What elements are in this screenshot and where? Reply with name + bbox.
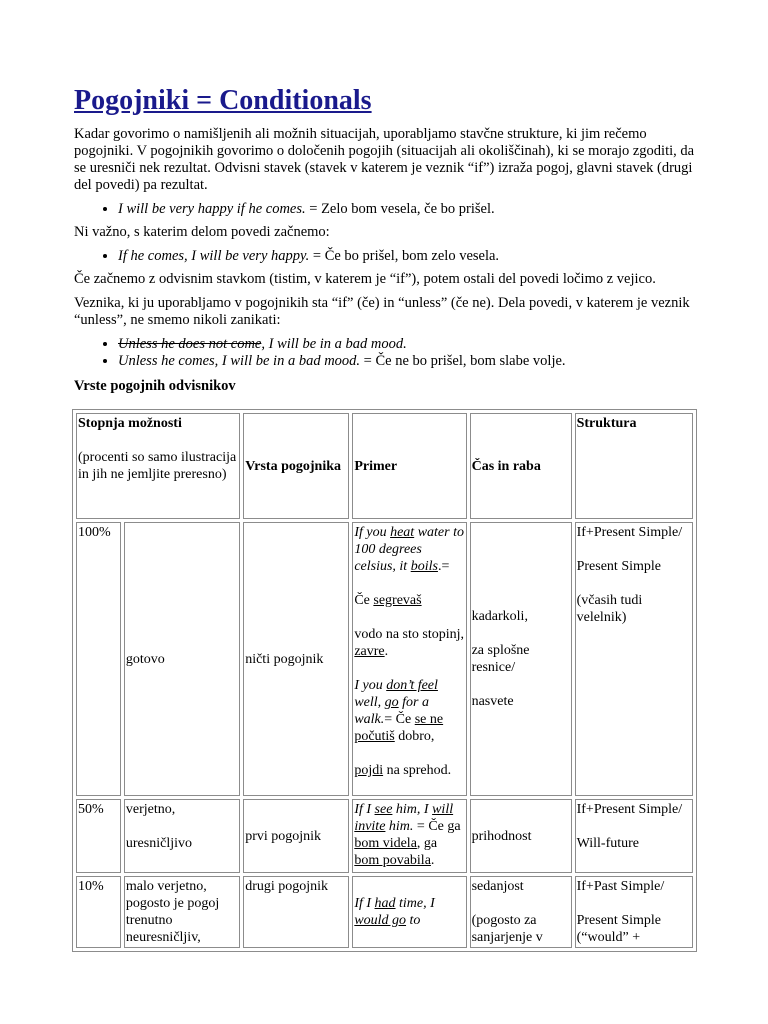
cell-tense: prihodnost [470,799,572,873]
structure-text: If+Present Simple/ [576,802,683,817]
cell-percent: 50% [76,799,121,873]
example-text: If I [354,802,375,817]
example-underlined: bom povabila [354,853,431,868]
example-text: I you [354,678,387,693]
example-text: well, [354,695,385,710]
cell-example [352,876,466,948]
example-underlined: don’t feel [386,678,438,693]
cell-type: prvi pogojnik [243,799,349,873]
cell-example [352,522,466,796]
example-list-1 [74,201,696,218]
example-underlined: heat [390,525,415,540]
tense-text: (pogosto za sanjarjenje v [471,913,543,945]
example-text: for a walk. [354,695,429,727]
example-italic: Unless he comes, I will be in a bad mood. [118,353,361,369]
structure-text: (včasih tudi velelnik) [576,593,643,625]
example-text: time, I [395,896,435,911]
cell-percent: 100% [76,522,121,796]
cell-tense [470,522,572,796]
example-underlined: see [374,802,393,817]
cell-type: ničti pogojnik [243,522,349,796]
example-text: vodo na sto stopinj, [354,627,464,642]
example-underlined: zavre [354,644,385,659]
example-underlined: had [374,896,396,911]
example-translation: = Zelo bom vesela, če bo prišel. [305,201,495,217]
example-underlined: pojdi [354,763,384,778]
header-structure: Struktura [575,413,693,519]
example-text: If I [354,896,375,911]
list-item [118,336,696,353]
example-text: If you [354,525,391,540]
header-possibility [76,413,240,519]
tense-text: sedanjost [471,879,524,894]
cell-level: malo verjetno, pogosto je pogoj trenutno neuresničljiv, [124,876,240,948]
section-heading: Vrste pogojnih odvisnikov [74,378,236,394]
tense-text: za splošne resnice/ [471,643,530,675]
header-type: Vrsta pogojnika [243,413,349,519]
document-page [74,84,696,952]
struck-example: Unless he does not come [118,336,262,352]
table-row [76,876,693,948]
structure-text: Present Simple [576,559,661,574]
structure-text: If+Present Simple/ [576,525,683,540]
cell-structure [575,522,693,796]
cell-tense [470,876,572,948]
example-translation: = Če ne bo prišel, bom slabe volje. [360,353,566,369]
example-italic: , I will be in a bad mood. [261,336,407,352]
structure-text: Will-future [576,836,640,851]
example-text: . [430,853,435,868]
example-italic: I will be very happy if he comes. [118,201,306,217]
list-item [118,353,696,370]
example-text: na sprehod. [383,763,452,778]
table-header-row [76,413,693,519]
paragraph-order: Ni važno, s katerim delom povedi začnemo: [74,224,330,240]
level-text: uresničljivo [125,836,192,851]
table-row [76,522,693,796]
example-translation: = Če bo prišel, bom zelo vesela. [309,248,500,264]
example-text: . [384,644,389,659]
example-text: = Če [384,712,415,727]
example-underlined: se ne počutiš [354,712,444,744]
cell-example [352,799,466,873]
example-list-2 [74,248,696,265]
example-text: him, I [392,802,433,817]
cell-type: drugi pogojnik [243,876,349,948]
structure-text: Present Simple (“would” + [576,913,661,945]
paragraph-unless: Veznika, ki ju uporabljamo v pogojnikih sta “if” (če) in “unless” (če ne). Dela povedi, v katerem je veznik “unless”, ne smemo nikoli zanikati: [74,295,690,328]
example-underlined: go [384,695,399,710]
example-underlined: will invite [354,802,454,834]
header-possibility-note: (procenti so samo ilustracija in jih ne jemljite preresno) [78,450,237,482]
table-row [76,799,693,873]
tense-text: kadarkoli, [471,609,528,624]
cell-structure [575,876,693,948]
conditionals-table [72,409,697,952]
example-text: water to 100 degrees celsius, it [354,525,464,574]
example-underlined: segrevaš [373,593,422,608]
intro-paragraph: Kadar govorimo o namišljenih ali možnih situacijah, uporabljamo stavčne strukture, ki jim rečemo pogojniki. V pogojnikih govorimo o določenih pogojih (situacijah ali okoliščinah), ki se morajo zgoditi, da se uresniči nek rezultat. Odvisni stavek (stavek v katerem je veznik “if”) izraža pogoj, glavni stavek (drugi del povedi) pa rezultat. [74,126,695,193]
example-text: .= [437,559,450,574]
example-text: him. [385,819,414,834]
example-text: to [406,913,421,928]
cell-level [124,799,240,873]
tense-text: nasvete [471,694,514,709]
paragraph-comma: Če začnemo z odvisnim stavkom (tistim, v katerem je “if”), potem ostali del povedi ločimo z vejico. [74,271,656,287]
header-example: Primer [352,413,466,519]
level-text: verjetno, [125,802,176,817]
example-text: dobro, [394,729,435,744]
example-underlined: boils [410,559,438,574]
page-title: Pogojniki = Conditionals [74,85,372,116]
list-item [118,201,696,218]
cell-percent: 10% [76,876,121,948]
example-underlined: would go [354,913,407,928]
list-item [118,248,696,265]
cell-structure [575,799,693,873]
header-possibility-title: Stopnja možnosti [78,416,182,431]
cell-level: gotovo [124,522,240,796]
example-text: = Če ga [413,819,461,834]
structure-text: If+Past Simple/ [576,879,665,894]
example-underlined: bom videla [354,836,417,851]
example-italic: If he comes, I will be very happy. [118,248,310,264]
header-tense: Čas in raba [470,413,572,519]
example-list-3 [74,336,696,370]
example-text: Če [354,593,374,608]
example-text: , ga [416,836,438,851]
